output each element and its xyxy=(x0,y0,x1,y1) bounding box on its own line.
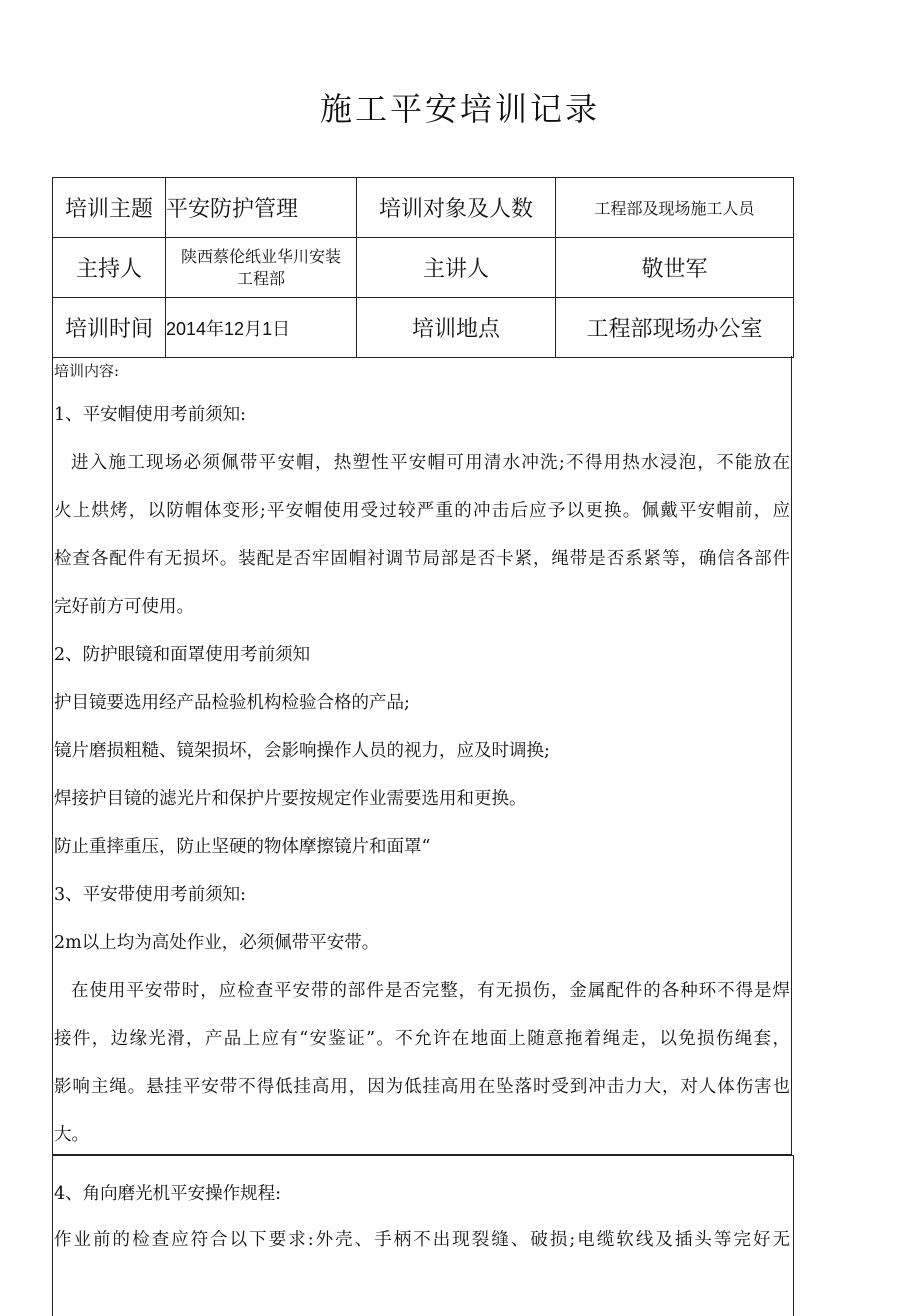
section-3-line-2: 在使用平安带时，应检查平安带的部件是否完整，有无损伤，金属配件的各种环不得是焊 xyxy=(71,981,790,1001)
content-label: 培训内容: xyxy=(54,362,120,380)
section-4-heading: 4、角向磨光机平安操作规程: xyxy=(54,1184,282,1204)
section-3-heading: 3、平安带使用考前须知: xyxy=(54,885,247,905)
host-value-line2: 工程部 xyxy=(236,268,285,288)
section-3-line-5: 大。 xyxy=(54,1125,89,1145)
topic-label: 培训主题 xyxy=(53,178,166,238)
speaker-value: 敬世军 xyxy=(556,238,794,298)
training-content xyxy=(52,356,792,1155)
place-label: 培训地点 xyxy=(357,298,556,358)
host-value xyxy=(166,238,357,298)
section-3-line-4: 影响主绳。悬挂平安带不得低挂高用，因为低挂高用在坠落时受到冲击力大，对人体伤害也 xyxy=(54,1077,790,1097)
training-info-table xyxy=(52,177,794,358)
training-content-continued xyxy=(52,1155,794,1316)
table-row xyxy=(53,238,794,298)
place-value: 工程部现场办公室 xyxy=(556,298,794,358)
topic-value: 平安防护管理 xyxy=(166,178,357,238)
section-3-line-3: 接件，边缘光滑，产品上应有“安鉴证”。不允许在地面上随意拖着绳走，以免损伤绳套， xyxy=(54,1029,790,1049)
section-4-line-1: 作业前的检查应符合以下要求:外壳、手柄不出现裂缝、破损;电缆软线及插头等完好无 xyxy=(54,1230,790,1250)
section-2-line-2: 镜片磨损粗糙、镜架损坏，会影响操作人员的视力，应及时调换; xyxy=(54,741,550,761)
audience-label: 培训对象及人数 xyxy=(357,178,556,238)
speaker-label: 主讲人 xyxy=(357,238,556,298)
time-value: 2014年12月1日 xyxy=(166,298,357,358)
page-title: 施工平安培训记录 xyxy=(319,90,600,128)
section-1-line-2: 火上烘烤，以防帽体变形;平安帽使用受过较严重的冲击后应予以更换。佩戴平安帽前，应 xyxy=(54,501,790,521)
table-row xyxy=(53,298,794,358)
section-2-heading: 2、防护眼镜和面罩使用考前须知 xyxy=(54,645,311,665)
section-1-line-3: 检查各配件有无损坏。装配是否牢固帽衬调节局部是否卡紧，绳带是否系紧等，确信各部件 xyxy=(54,549,790,569)
section-1-heading: 1、平安帽使用考前须知: xyxy=(54,405,247,425)
audience-value: 工程部及现场施工人员 xyxy=(556,178,794,238)
host-label: 主持人 xyxy=(53,238,166,298)
section-2-line-3: 焊接护目镜的滤光片和保护片要按规定作业需要选用和更换。 xyxy=(54,789,527,809)
section-3-line-1: 2m以上均为高处作业，必须佩带平安带。 xyxy=(54,933,380,953)
host-value-line1: 陕西蔡伦纸业华川安装 xyxy=(180,246,341,266)
time-label: 培训时间 xyxy=(53,298,166,358)
section-1-line-1: 进入施工现场必须佩带平安帽，热塑性平安帽可用清水冲洗;不得用热水浸泡，不能放在 xyxy=(71,453,790,473)
section-1-line-4: 完好前方可使用。 xyxy=(54,597,194,617)
table-row xyxy=(53,178,794,238)
section-2-line-1: 护目镜要选用经产品检验机构检验合格的产品; xyxy=(54,693,410,713)
section-2-line-4: 防止重摔重压，防止坚硬的物体摩擦镜片和面罩“ xyxy=(54,837,431,857)
